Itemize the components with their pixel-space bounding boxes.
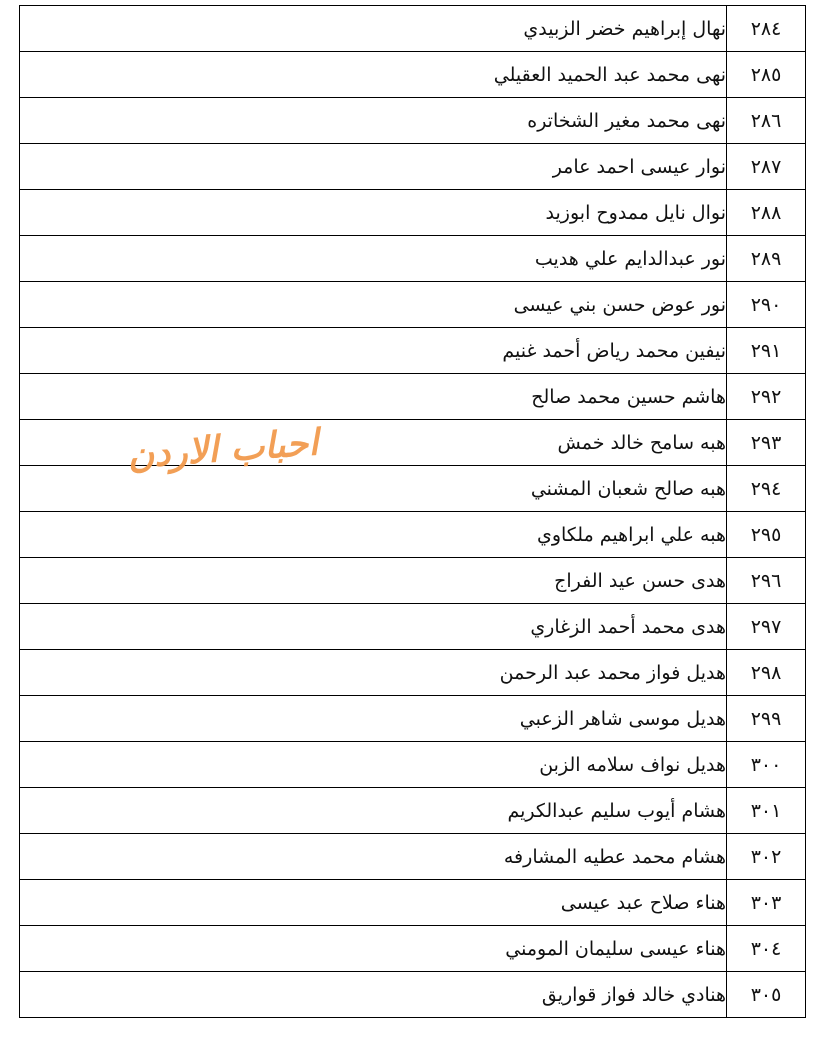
row-number: ٢٨٤ (727, 6, 806, 52)
table-row (20, 558, 806, 604)
table-row (20, 282, 806, 328)
person-name: نور عوض حسن بني عيسى (20, 282, 727, 328)
table-row (20, 98, 806, 144)
table-row (20, 696, 806, 742)
table-row (20, 972, 806, 1018)
table-row (20, 236, 806, 282)
person-name: هناء صلاح عبد عيسى (20, 880, 727, 926)
row-number: ٢٩٤ (727, 466, 806, 512)
person-name: نوال نايل ممدوح ابوزيد (20, 190, 727, 236)
table-row (20, 6, 806, 52)
person-name: هدى محمد أحمد الزغاري (20, 604, 727, 650)
table-row (20, 742, 806, 788)
row-number: ٢٨٨ (727, 190, 806, 236)
table-row (20, 144, 806, 190)
person-name: هبه سامح خالد خمش (20, 420, 727, 466)
table-row (20, 650, 806, 696)
person-name: نهى محمد عبد الحميد العقيلي (20, 52, 727, 98)
row-number: ٣٠٣ (727, 880, 806, 926)
table-row (20, 834, 806, 880)
person-name: هبه علي ابراهيم ملكاوي (20, 512, 727, 558)
row-number: ٢٩٣ (727, 420, 806, 466)
row-number: ٢٩٢ (727, 374, 806, 420)
person-name: هديل فواز محمد عبد الرحمن (20, 650, 727, 696)
row-number: ٢٨٩ (727, 236, 806, 282)
row-number: ٣٠٥ (727, 972, 806, 1018)
person-name: هشام أيوب سليم عبدالكريم (20, 788, 727, 834)
row-number: ٢٩٧ (727, 604, 806, 650)
person-name: هنادي خالد فواز قواريق (20, 972, 727, 1018)
table-row (20, 604, 806, 650)
person-name: هبه صالح شعبان المشني (20, 466, 727, 512)
row-number: ٢٩٥ (727, 512, 806, 558)
table-row (20, 880, 806, 926)
row-number: ٢٨٦ (727, 98, 806, 144)
person-name: نيفين محمد رياض أحمد غنيم (20, 328, 727, 374)
row-number: ٢٩٦ (727, 558, 806, 604)
person-name: نوار عيسى احمد عامر (20, 144, 727, 190)
row-number: ٣٠٢ (727, 834, 806, 880)
person-name: هديل نواف سلامه الزبن (20, 742, 727, 788)
person-name: هناء عيسى سليمان المومني (20, 926, 727, 972)
table-row (20, 788, 806, 834)
row-number: ٢٩٩ (727, 696, 806, 742)
table-row (20, 926, 806, 972)
row-number: ٣٠١ (727, 788, 806, 834)
row-number: ٣٠٤ (727, 926, 806, 972)
table-row (20, 52, 806, 98)
table-row (20, 190, 806, 236)
table-row (20, 420, 806, 466)
row-number: ٣٠٠ (727, 742, 806, 788)
document-page (19, 5, 806, 1018)
person-name: هديل موسى شاهر الزعبي (20, 696, 727, 742)
person-name: نهى محمد مغير الشخاتره (20, 98, 727, 144)
row-number: ٢٨٧ (727, 144, 806, 190)
row-number: ٢٩٠ (727, 282, 806, 328)
person-name: نهال إبراهيم خضر الزبيدي (20, 6, 727, 52)
watermark: احباب الاردن (126, 422, 320, 477)
names-table (19, 5, 806, 1018)
person-name: هدى حسن عيد الفراج (20, 558, 727, 604)
table-row (20, 374, 806, 420)
row-number: ٢٩١ (727, 328, 806, 374)
person-name: نور عبدالدايم علي هديب (20, 236, 727, 282)
row-number: ٢٨٥ (727, 52, 806, 98)
person-name: هشام محمد عطيه المشارفه (20, 834, 727, 880)
row-number: ٢٩٨ (727, 650, 806, 696)
table-row (20, 512, 806, 558)
person-name: هاشم حسين محمد صالح (20, 374, 727, 420)
names-table-body (20, 6, 806, 1018)
table-row (20, 466, 806, 512)
table-row (20, 328, 806, 374)
